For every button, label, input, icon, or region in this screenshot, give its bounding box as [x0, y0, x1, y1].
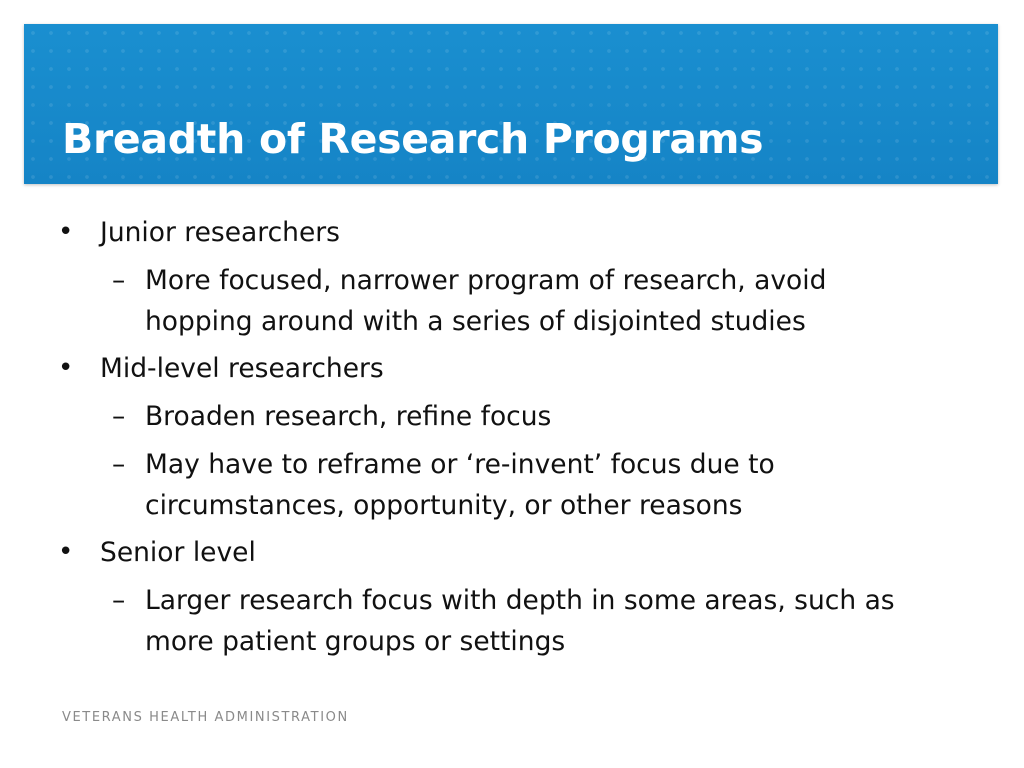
list-item-text: more patient groups or settings — [145, 626, 566, 657]
slide-title: Breadth of Research Programs — [62, 115, 764, 163]
list-item-text: hopping around with a series of disjointed studies — [145, 306, 806, 337]
dash-icon: – — [112, 401, 126, 432]
dash-icon: – — [112, 265, 126, 296]
dash-icon: – — [112, 585, 126, 616]
bullet-icon: • — [58, 353, 74, 383]
list-item-text: Broaden research, refine focus — [145, 401, 552, 432]
list-item-text: More focused, narrower program of research, avoid — [145, 265, 827, 296]
bullet-icon: • — [58, 217, 74, 247]
list-item-text: circumstances, opportunity, or other reasons — [145, 490, 743, 521]
list-item-text: Junior researchers — [100, 217, 340, 248]
list-item-text: Larger research focus with depth in some areas, such as — [145, 585, 895, 616]
list-item-text: Senior level — [100, 537, 256, 568]
bullet-icon: • — [58, 537, 74, 567]
list-item-text: Mid-level researchers — [100, 353, 384, 384]
list-item-text: May have to reframe or ‘re-invent’ focus due to — [145, 449, 775, 480]
footer-label: VETERANS HEALTH ADMINISTRATION — [62, 710, 349, 725]
dash-icon: – — [112, 449, 126, 480]
